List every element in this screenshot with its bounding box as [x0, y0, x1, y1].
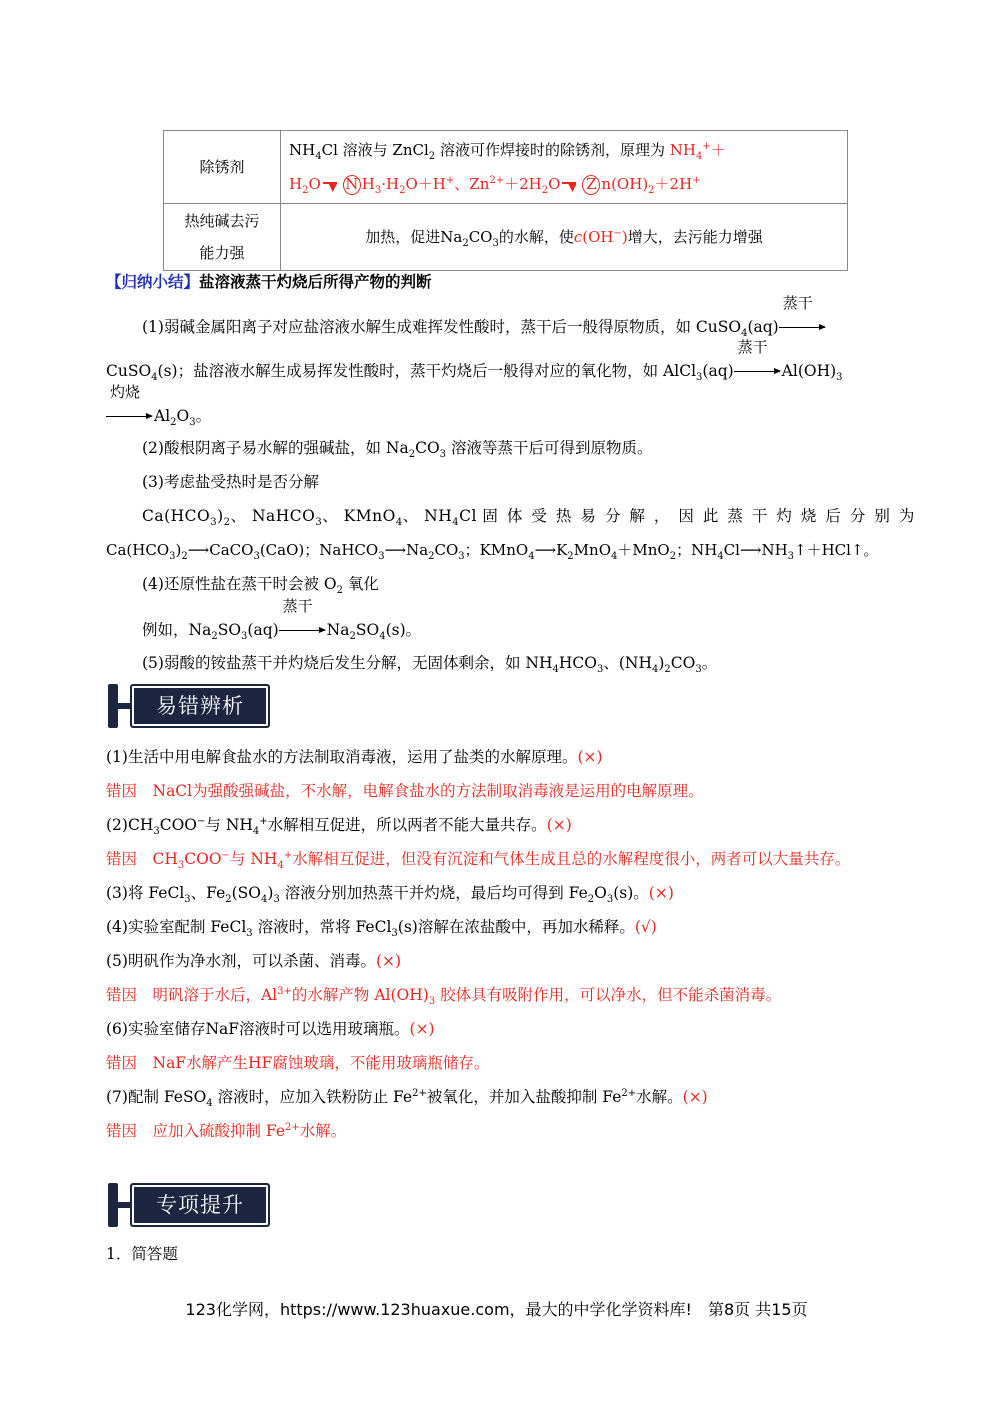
- section-banner-errors: 易错辨析: [108, 684, 268, 728]
- table-row: [164, 204, 848, 271]
- item-7-reason: 错因 应加入硫酸抑制 $Fe^{2+}$水解。: [106, 1121, 347, 1140]
- summary-p1-line3: 灼烧 $Al_2O_3$。: [106, 403, 211, 426]
- table-row: [164, 131, 848, 204]
- summary-p1-line2: CuSO$_4$(s)；盐溶液水解生成易挥发性酸时，蒸干灼烧后一般得对应的氧化物，如 AlCl$_3$(aq) 蒸干 $Al(OH)_3$: [106, 338, 843, 384]
- summary-p3-line2: $Ca(HCO_3)_2$、 NaHCO$_3$、 KMnO$_4$、 $NH_4Cl$ 固体受热易分解，因此蒸干灼烧后分别为: [142, 507, 924, 529]
- item-2: $(2)CH_3COO^-$与 $NH_4^+$水解相互促进，所以两者不能大量共存。(×): [106, 815, 572, 838]
- summary-p5: (5)弱酸的铵盐蒸干并灼烧后发生分解，无固体剩余，如 $NH_4HCO_3$、$(NH_4)_2CO_3$。: [142, 654, 718, 676]
- question-1-title: 1．简答题: [106, 1245, 178, 1263]
- section-banner-advanced: 专项提升: [108, 1183, 268, 1227]
- summary-p3-line3: $Ca(HCO_3)_2⟶CaCO_3(CaO)$；$NaHCO_3⟶Na_2CO_3$；$KMnO_4⟶K_2MnO_4+MnO_2$；$NH_4Cl⟶NH_3↑+HCl↑$。: [106, 541, 879, 562]
- summary-p2: (2)酸根阴离子易水解的强碱盐，如 $Na_2CO_3$ 溶液等蒸干后可得到原物质。: [142, 439, 653, 461]
- info-table: [163, 130, 848, 271]
- summary-p4-example: 例如，$Na_2SO_3(aq)$ 蒸干 $Na_2SO_4(s)$。: [142, 597, 422, 643]
- item-6-reason: 错因 NaF水解产生HF腐蚀玻璃，不能用玻璃瓶储存。: [106, 1054, 490, 1072]
- table-cell-body: $NH_4Cl$ 溶液与 ZnCl$_2$ 溶液可作焊接时的除锈剂，原理为 $NH_4^++$ $H_2O$ N $H_3\cdot H_2O+H^+$、$Zn^{2+}+2H_2O$ Z $n(OH)_2+2H^+$: [281, 131, 848, 204]
- table-cell-body: 加热，促进$Na_2CO_3$的水解，使c(OH−)增大，去污能力增强: [281, 204, 848, 271]
- item-7: (7)配制 FeSO$_4$ 溶液时，应加入铁粉防止 $Fe^{2+}$被氧化，并加入盐酸抑制 $Fe^{2+}$水解。(×): [106, 1087, 708, 1110]
- page-footer: 123化学网，https://www.123huaxue.com，最大的中学化学资料库! 第8页 共15页: [185, 1300, 808, 1319]
- table-cell-head: 热纯碱去污 能力强: [164, 204, 281, 271]
- item-1-reason: 错因 NaCl为强酸强碱盐，不水解，电解食盐水的方法制取消毒液是运用的电解原理。: [106, 782, 704, 800]
- item-5-reason: 错因 明矾溶于水后，$Al^{3+}$的水解产物 $Al(OH)_3$ 胶体具有吸附作用，可以净水，但不能杀菌消毒。: [106, 985, 782, 1008]
- table-cell-head: 除锈剂: [164, 131, 281, 204]
- item-1: (1)生活中用电解食盐水的方法制取消毒液，运用了盐类的水解原理。(×): [106, 748, 603, 766]
- item-4: (4)实验室配制 FeCl$_3$ 溶液时，常将 FeCl$_3$(s)溶解在浓盐酸中，再加水稀释。(√): [106, 918, 657, 940]
- summary-p1-line1: (1)弱碱金属阳离子对应盐溶液水解生成难挥发性酸时，蒸干后一般得原物质，如 CuSO$_4$(aq) 蒸干: [142, 314, 827, 337]
- summary-p3: (3)考虑盐受热时是否分解: [142, 473, 319, 491]
- summary-p4: (4)还原性盐在蒸干时会被 $O_2$ 氧化: [142, 575, 379, 597]
- summary-title: 【归纳小结】盐溶液蒸干灼烧后所得产物的判断: [106, 273, 432, 291]
- item-6: (6)实验室储存NaF溶液时可以选用玻璃瓶。(×): [106, 1020, 435, 1038]
- item-3: (3)将 FeCl$_3$、$Fe_2(SO_4)_3$ 溶液分别加热蒸干并灼烧，最后均可得到 $Fe_2O_3(s)$。(×): [106, 884, 674, 906]
- item-5: (5)明矾作为净水剂，可以杀菌、消毒。(×): [106, 952, 402, 970]
- item-2-reason: 错因 $CH_3COO^-$与 $NH_4^+$水解相互促进，但没有沉淀和气体生成且总的水解程度很小，两者可以大量共存。: [106, 849, 851, 872]
